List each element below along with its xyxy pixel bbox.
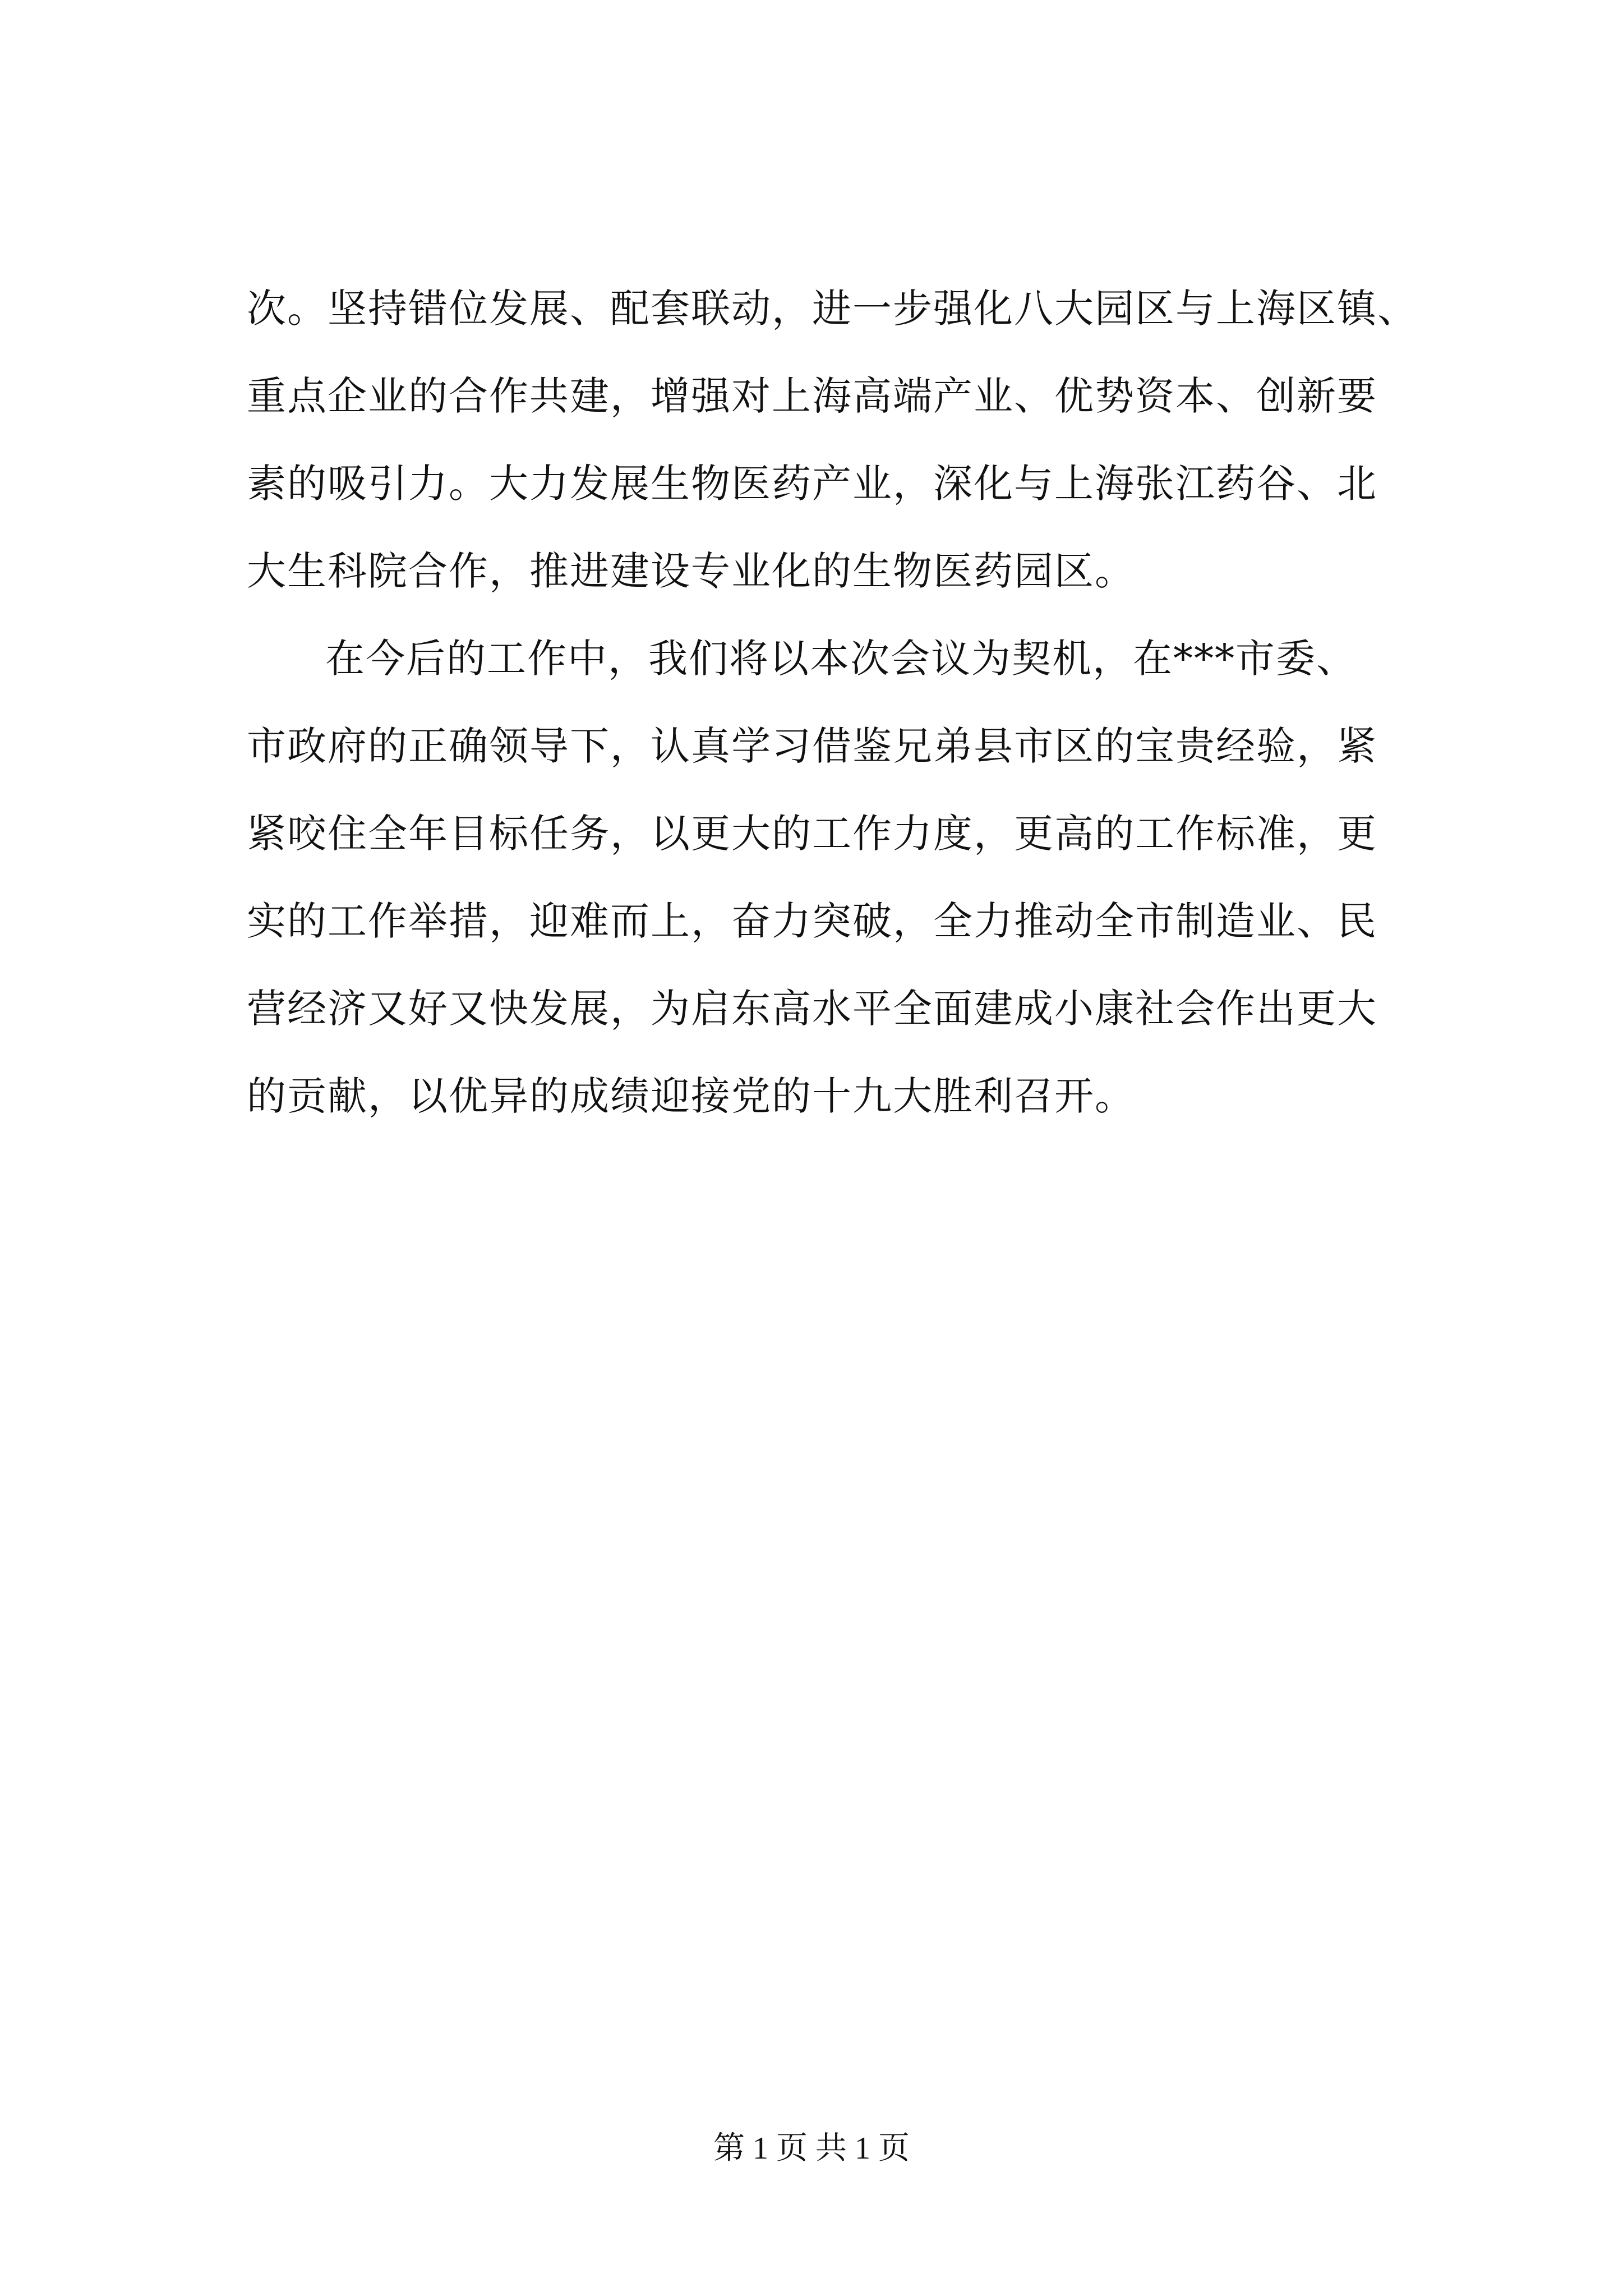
body-line-paragraph-start: 在今后的工作中，我们将以本次会议为契机，在***市委、 — [325, 636, 1357, 682]
body-line: 素的吸引力。大力发展生物医药产业，深化与上海张江药谷、北 — [247, 461, 1377, 507]
body-line: 重点企业的合作共建，增强对上海高端产业、优势资本、创新要 — [247, 373, 1377, 419]
body-line: 实的工作举措，迎难而上，奋力突破，全力推动全市制造业、民 — [247, 898, 1377, 944]
page-footer: 第 1 页 共 1 页 — [713, 2131, 910, 2166]
body-line: 次。坚持错位发展、配套联动，进一步强化八大园区与上海区镇、 — [247, 286, 1418, 332]
document-body — [247, 265, 1424, 1140]
body-line: 营经济又好又快发展，为启东高水平全面建成小康社会作出更大 — [247, 986, 1377, 1032]
body-line: 的贡献，以优异的成绩迎接党的十九大胜利召开。 — [247, 1073, 1135, 1119]
body-line: 市政府的正确领导下，认真学习借鉴兄弟县市区的宝贵经验，紧 — [247, 723, 1377, 769]
body-line: 紧咬住全年目标任务，以更大的工作力度，更高的工作标准，更 — [247, 811, 1377, 857]
body-line: 大生科院合作，推进建设专业化的生物医药园区。 — [247, 548, 1135, 594]
